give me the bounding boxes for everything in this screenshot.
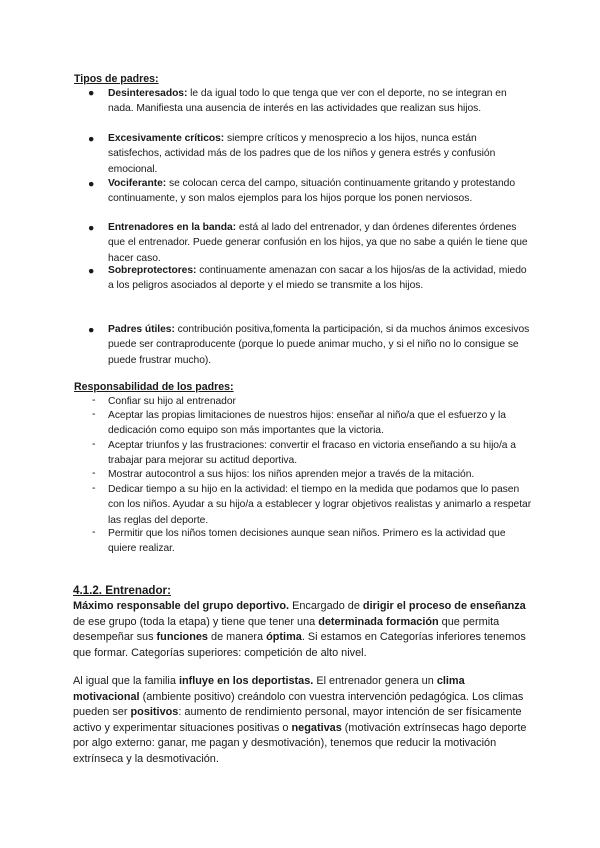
bold-run: óptima [266,631,302,644]
section-heading-tipos-de-padres: Tipos de padres: [74,73,159,85]
list-item [108,263,533,294]
text-run: Al igual que la familia [73,675,179,687]
bold-run: funciones [156,631,208,644]
item-term: Excesivamente críticos: [108,133,225,144]
list-item [108,220,533,266]
list-item [108,131,533,177]
list-item: Permitir que los niños tomen decisiones aunque sean niños. Primero es la actividad que quiere realizar. [108,528,506,555]
text-run: : aumento de rendimiento personal, mayor intención de ser físicamente activo y experimentar situaciones positivas o [73,706,522,734]
text-run: . Si estamos en Categorías inferiores tenemos que formar. Categorías superiores: competición de alto nivel. [73,631,526,659]
paragraph-entrenador-2 [73,674,528,768]
paragraph-entrenador-1 [73,599,528,661]
dash-marker: - [92,408,96,420]
list-item [108,176,533,207]
bold-run: dirigir el proceso de enseñanza [362,600,526,612]
bold-run: clima motivacional [73,675,465,703]
text-run: (ambiente positivo) creándolo con vuestra intervención pedagógica. Los climas pueden ser [73,690,524,719]
bold-run: influye en los deportistas. [178,675,314,687]
list-item: Mostrar autocontrol a sus hijos: los niños aprenden mejor a través de la mitación. [108,469,475,480]
bullet-icon: ● [88,324,95,336]
item-term: Entrenadores en la banda: [108,222,237,233]
dash-marker: - [92,394,96,406]
bold-run: negativas [291,721,342,734]
bold-run: Máximo responsable del grupo deportivo. [73,600,290,612]
list-item: Confiar su hijo al entrenador [108,396,236,407]
item-term: Sobreprotectores: [108,265,197,276]
bullet-icon: ● [88,87,95,99]
list-item: Aceptar triunfos y las frustraciones: convertir el fracaso en victoria enseñando a su hijo/a a trabajar para mejorar su actitud deportiva. [108,440,516,467]
item-text: le da igual todo lo que tenga que ver con el deporte, no se integran en nada. Manifiesta una ausencia de interés en las actividades que realizan sus hijos. [108,88,507,115]
dash-marker: - [92,482,96,494]
text-run: (motivación extrínsecas hago deporte por algo externo: ganar, me pagan y desmotivación), tenemos que reducir la motivación extrínseca y la desmotivación. [73,721,527,765]
bullet-icon: ● [88,265,95,277]
item-text: siempre críticos y menosprecio a los hijos, nunca están satisfechos, actividad más de los padres que de los niños y genera estrés y confusión emocional. [108,133,496,175]
bullet-icon: ● [88,133,95,145]
bold-run: determinada formación [318,615,439,628]
dash-marker: - [92,438,96,450]
text-run: Encargado de [289,600,363,612]
section-heading-responsabilidad: Responsabilidad de los padres: [74,381,234,393]
item-term: Desinteresados: [108,88,188,99]
item-text: contribución positiva,fomenta la participación, si da muchos ánimos excesivos puede ser contraproducente (porque lo puede animar mucho, y si el niño no lo consigue se puede frustrar mucho). [108,324,530,366]
list-item: Aceptar las propias limitaciones de nuestros hijos: enseñar al niño/a que el esfuerzo y la dedicación como equipo son más importantes que la victoria. [108,410,506,437]
text-run: El entrenador genera un [313,675,437,687]
text-run: de manera [207,631,267,644]
dash-marker: - [92,526,96,538]
list-item [108,322,533,368]
section-heading-entrenador: 4.1.2. Entrenador: [73,584,171,597]
text-run: que permita desempeñar sus [73,615,500,644]
bullet-icon: ● [88,178,95,190]
item-text: se colocan cerca del campo, situación continuamente gritando y protestando continuamente, y son malos ejemplos para los hijos porque los ponen nerviosos. [108,178,516,205]
dash-marker: - [92,467,96,479]
bullet-icon: ● [88,222,95,234]
bold-run: positivos [130,706,179,719]
list-item: Dedicar tiempo a su hijo en la actividad: el tiempo en la medida que podamos que lo pasen con los niños. Ayudar a su hijo/a a establecer y lograr objetivos realistas y animarlo a respetar las reglas del deporte. [108,484,532,526]
list-item [108,86,533,117]
text-run: de ese grupo (toda la etapa) y tiene que tener una [73,615,319,628]
item-text: continuamente amenazan con sacar a los hijos/as de la actividad, miedo a los peligros asociados al deporte y el miedo se transmite a los hijos. [108,265,527,292]
item-term: Vociferante: [108,178,167,189]
item-text: está al lado del entrenador, y dan órdenes diferentes órdenes que el entrenador. Puede generar confusión en los hijos, ya que no sabe a quién le tiene que hacer caso. [108,222,528,264]
item-term: Padres útiles: [108,324,175,335]
